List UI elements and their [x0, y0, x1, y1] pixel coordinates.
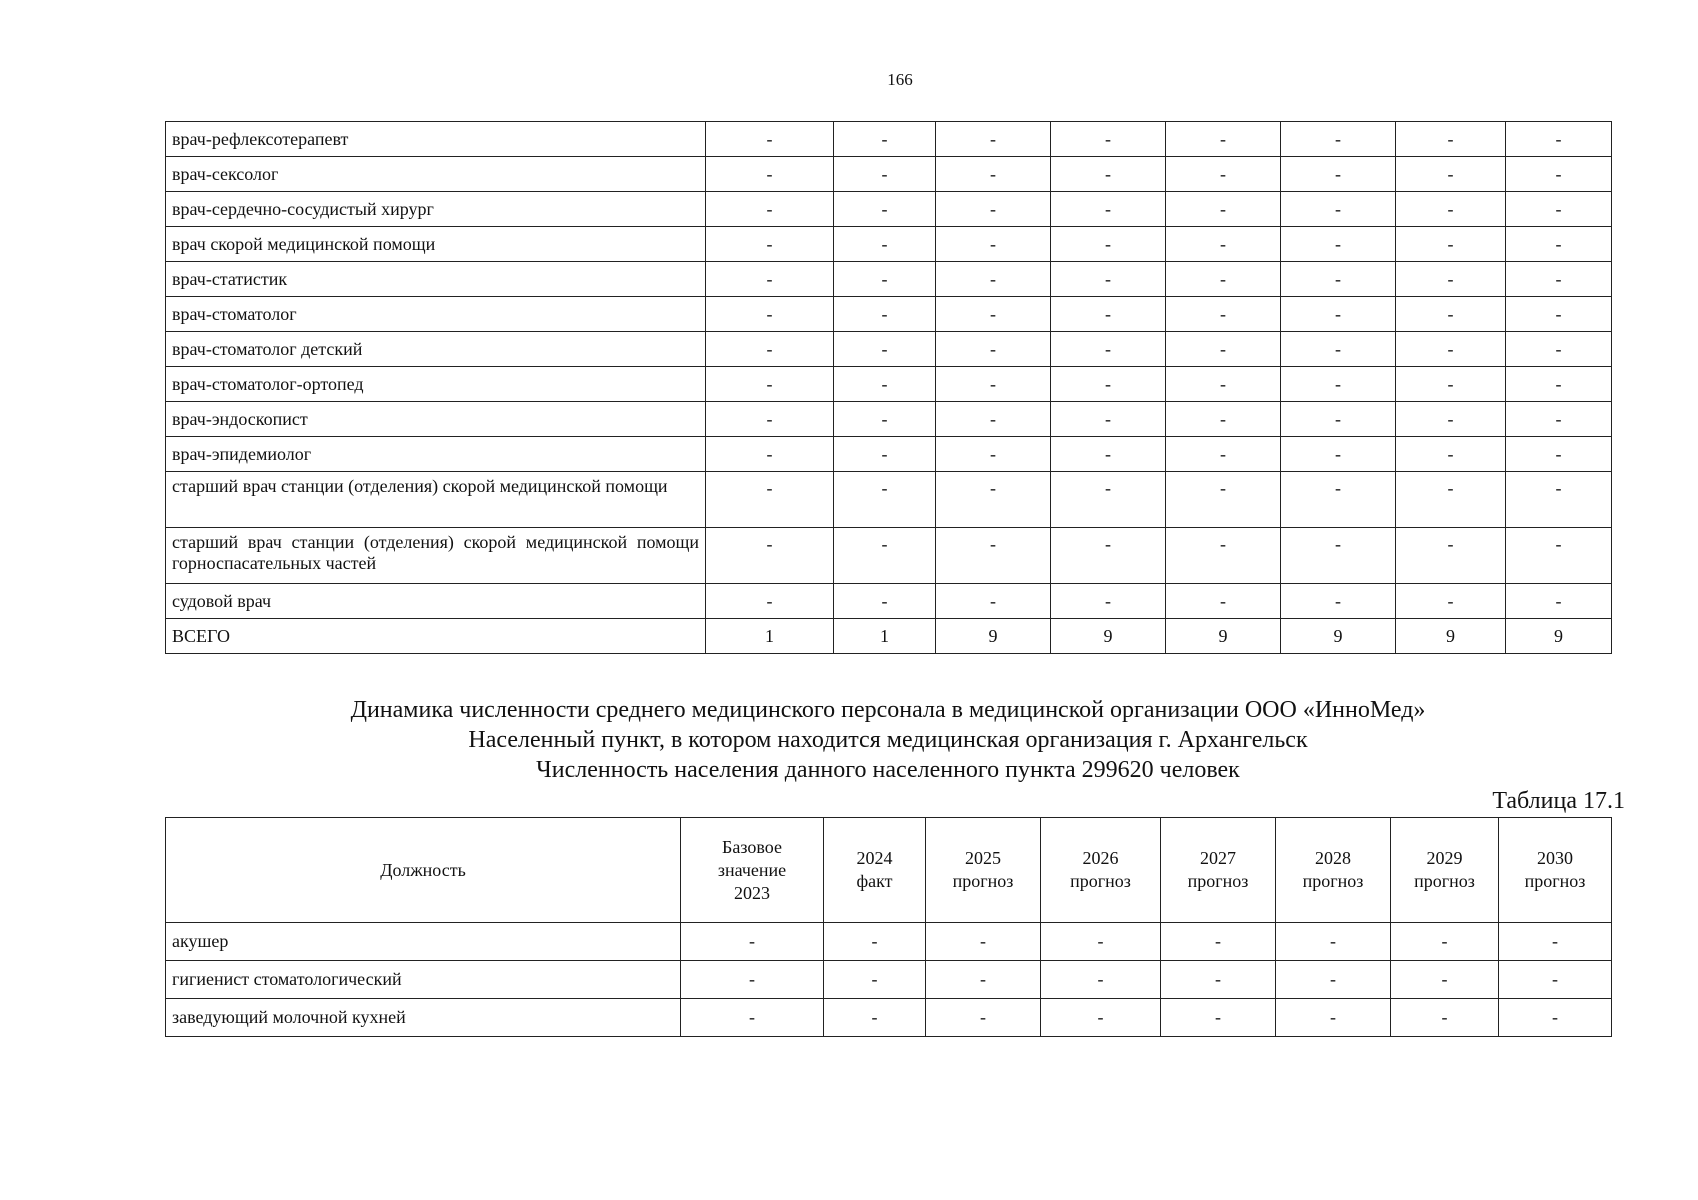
value-cell: -: [1391, 961, 1499, 999]
value-cell: -: [1051, 528, 1166, 584]
column-header-text: 2027: [1200, 848, 1236, 868]
column-header-text: 2030: [1537, 848, 1573, 868]
table-row: [166, 227, 1612, 262]
column-header-text: факт: [856, 871, 893, 891]
value-cell: -: [706, 157, 834, 192]
column-header-text: 2024: [856, 848, 893, 868]
value-cell: -: [1396, 262, 1506, 297]
value-cell: -: [1396, 227, 1506, 262]
value-cell: -: [1161, 923, 1276, 961]
value-cell: -: [1396, 367, 1506, 402]
value-cell: -: [1166, 297, 1281, 332]
column-header: [1276, 818, 1391, 923]
value-cell: -: [1281, 367, 1396, 402]
value-cell: -: [1396, 437, 1506, 472]
value-cell: -: [681, 961, 824, 999]
value-cell: -: [1396, 332, 1506, 367]
value-cell: -: [1166, 122, 1281, 157]
value-cell: -: [936, 402, 1051, 437]
column-header-text: прогноз: [1524, 871, 1586, 891]
value-cell: 9: [1281, 619, 1396, 654]
value-cell: -: [1051, 297, 1166, 332]
table-row: [166, 923, 1612, 961]
value-cell: 9: [1051, 619, 1166, 654]
table-row: [166, 402, 1612, 437]
value-cell: -: [926, 923, 1041, 961]
value-cell: -: [1281, 402, 1396, 437]
position-name-cell: судовой врач: [166, 584, 706, 619]
value-cell: -: [834, 528, 936, 584]
value-cell: -: [1506, 192, 1612, 227]
value-cell: -: [824, 999, 926, 1037]
value-cell: -: [1276, 923, 1391, 961]
value-cell: -: [1396, 157, 1506, 192]
physicians-table: [165, 121, 1612, 654]
value-cell: -: [1281, 157, 1396, 192]
value-cell: -: [1396, 122, 1506, 157]
value-cell: -: [1051, 227, 1166, 262]
value-cell: -: [1506, 332, 1612, 367]
table-row: [166, 297, 1612, 332]
column-header-text: 2029: [1426, 848, 1463, 868]
value-cell: -: [936, 472, 1051, 528]
value-cell: -: [1166, 367, 1281, 402]
value-cell: -: [1281, 584, 1396, 619]
value-cell: -: [1499, 999, 1612, 1037]
position-name-cell: врач-рефлексотерапевт: [166, 122, 706, 157]
value-cell: -: [936, 297, 1051, 332]
position-name-cell: врач-стоматолог-ортопед: [166, 367, 706, 402]
value-cell: -: [706, 437, 834, 472]
value-cell: -: [834, 297, 936, 332]
value-cell: -: [834, 367, 936, 402]
value-cell: -: [1396, 297, 1506, 332]
value-cell: -: [1051, 472, 1166, 528]
value-cell: -: [1499, 961, 1612, 999]
column-header-text: прогноз: [1414, 871, 1475, 891]
value-cell: -: [1051, 402, 1166, 437]
value-cell: -: [824, 923, 926, 961]
value-cell: -: [1281, 437, 1396, 472]
value-cell: -: [1506, 437, 1612, 472]
value-cell: -: [1166, 157, 1281, 192]
value-cell: 9: [1166, 619, 1281, 654]
position-name-cell: врач-эндоскопист: [166, 402, 706, 437]
value-cell: -: [1281, 472, 1396, 528]
value-cell: -: [1506, 262, 1612, 297]
value-cell: -: [706, 227, 834, 262]
value-cell: -: [1506, 402, 1612, 437]
column-header: [1161, 818, 1276, 923]
column-header-text: 2028: [1315, 848, 1351, 868]
value-cell: 1: [834, 619, 936, 654]
table-row: [166, 619, 1612, 654]
value-cell: -: [681, 999, 824, 1037]
value-cell: -: [1506, 367, 1612, 402]
table-row: [166, 961, 1612, 999]
value-cell: -: [1281, 297, 1396, 332]
column-header: [1041, 818, 1161, 923]
table-row: [166, 367, 1612, 402]
title-line-3: Численность населения данного населенного пункта 299620 человек: [536, 757, 1240, 783]
column-header: [166, 818, 681, 923]
value-cell: -: [706, 332, 834, 367]
column-header: [1499, 818, 1612, 923]
position-name-cell: врач-сексолог: [166, 157, 706, 192]
title-line-1: Динамика численности среднего медицинского персонала в медицинской организации ООО «ИнноМед»: [350, 697, 1426, 723]
table-row: [166, 262, 1612, 297]
value-cell: -: [706, 472, 834, 528]
value-cell: -: [1051, 262, 1166, 297]
table-label: Таблица 17.1: [1492, 788, 1625, 814]
value-cell: -: [706, 192, 834, 227]
value-cell: -: [936, 122, 1051, 157]
value-cell: -: [1506, 122, 1612, 157]
position-name-cell: врач-эпидемиолог: [166, 437, 706, 472]
value-cell: -: [1166, 584, 1281, 619]
column-header: [926, 818, 1041, 923]
column-header-text: 2026: [1082, 848, 1119, 868]
value-cell: -: [834, 332, 936, 367]
value-cell: -: [1051, 332, 1166, 367]
value-cell: 1: [706, 619, 834, 654]
value-cell: -: [1166, 227, 1281, 262]
value-cell: -: [926, 961, 1041, 999]
value-cell: -: [1166, 192, 1281, 227]
page-number: 166: [887, 70, 913, 89]
value-cell: -: [1051, 437, 1166, 472]
value-cell: -: [936, 437, 1051, 472]
value-cell: -: [834, 122, 936, 157]
value-cell: -: [1281, 227, 1396, 262]
title-line-2: Населенный пункт, в котором находится медицинская организация г. Архангельск: [468, 727, 1308, 753]
column-header: [824, 818, 926, 923]
value-cell: -: [1396, 402, 1506, 437]
value-cell: -: [706, 262, 834, 297]
value-cell: -: [1396, 472, 1506, 528]
column-header-text: значение: [717, 859, 787, 880]
table-row: [166, 192, 1612, 227]
value-cell: -: [1506, 297, 1612, 332]
table-row: [166, 332, 1612, 367]
position-name-cell: врач-сердечно-сосудистый хирург: [166, 192, 706, 227]
value-cell: -: [1051, 367, 1166, 402]
column-header-text: 2023: [734, 882, 770, 903]
value-cell: -: [936, 262, 1051, 297]
value-cell: -: [1396, 528, 1506, 584]
value-cell: -: [1391, 999, 1499, 1037]
value-cell: -: [1041, 961, 1161, 999]
value-cell: -: [1506, 528, 1612, 584]
table-row: [166, 999, 1612, 1037]
column-header-text: прогноз: [1302, 871, 1364, 891]
value-cell: -: [1281, 262, 1396, 297]
value-cell: -: [1506, 157, 1612, 192]
column-header: [1391, 818, 1499, 923]
value-cell: -: [1051, 584, 1166, 619]
value-cell: -: [834, 157, 936, 192]
value-cell: -: [1396, 584, 1506, 619]
value-cell: -: [936, 332, 1051, 367]
position-name-cell: заведующий молочной кухней: [166, 999, 681, 1037]
value-cell: -: [1506, 227, 1612, 262]
value-cell: -: [1281, 332, 1396, 367]
value-cell: -: [1391, 923, 1499, 961]
table-row: [166, 528, 1612, 584]
value-cell: -: [1166, 437, 1281, 472]
value-cell: -: [1041, 999, 1161, 1037]
table-row: [166, 437, 1612, 472]
value-cell: -: [706, 528, 834, 584]
value-cell: -: [936, 227, 1051, 262]
value-cell: -: [1051, 122, 1166, 157]
column-header-text: 2025: [965, 848, 1001, 868]
table-row: [166, 472, 1612, 528]
table-row: [166, 157, 1612, 192]
column-header-text: прогноз: [1070, 871, 1131, 891]
value-cell: -: [1276, 999, 1391, 1037]
value-cell: -: [706, 297, 834, 332]
value-cell: 9: [1506, 619, 1612, 654]
value-cell: -: [1166, 472, 1281, 528]
value-cell: -: [1506, 472, 1612, 528]
value-cell: -: [1051, 192, 1166, 227]
table-header-row: [166, 818, 1612, 923]
value-cell: -: [926, 999, 1041, 1037]
table-row: [166, 122, 1612, 157]
value-cell: -: [1041, 923, 1161, 961]
column-header-text: Должность: [380, 859, 466, 880]
column-header-text: прогноз: [1187, 871, 1249, 891]
value-cell: -: [706, 122, 834, 157]
value-cell: -: [681, 923, 824, 961]
value-cell: -: [706, 402, 834, 437]
table-row: [166, 584, 1612, 619]
value-cell: -: [706, 584, 834, 619]
value-cell: -: [1051, 157, 1166, 192]
value-cell: -: [1161, 999, 1276, 1037]
value-cell: -: [936, 192, 1051, 227]
value-cell: -: [1396, 192, 1506, 227]
column-header: [681, 818, 824, 923]
value-cell: -: [936, 584, 1051, 619]
value-cell: -: [1281, 528, 1396, 584]
value-cell: -: [1281, 122, 1396, 157]
value-cell: -: [834, 472, 936, 528]
position-name-cell: врач скорой медицинской помощи: [166, 227, 706, 262]
value-cell: -: [1499, 923, 1612, 961]
position-name-cell: акушер: [166, 923, 681, 961]
value-cell: -: [834, 402, 936, 437]
nurses-table: [165, 817, 1612, 1037]
value-cell: -: [834, 227, 936, 262]
value-cell: -: [834, 584, 936, 619]
position-name-cell: врач-статистик: [166, 262, 706, 297]
value-cell: -: [824, 961, 926, 999]
value-cell: 9: [936, 619, 1051, 654]
value-cell: -: [1276, 961, 1391, 999]
value-cell: -: [1161, 961, 1276, 999]
value-cell: -: [936, 157, 1051, 192]
value-cell: -: [834, 262, 936, 297]
position-name-cell: врач-стоматолог детский: [166, 332, 706, 367]
value-cell: -: [834, 437, 936, 472]
value-cell: -: [834, 192, 936, 227]
position-name-cell: врач-стоматолог: [166, 297, 706, 332]
section-title: [165, 695, 1611, 785]
column-header-text: Базовое: [722, 836, 782, 857]
value-cell: -: [706, 367, 834, 402]
position-name-cell: гигиенист стоматологический: [166, 961, 681, 999]
value-cell: -: [936, 528, 1051, 584]
value-cell: -: [1281, 192, 1396, 227]
position-name-cell: ВСЕГО: [166, 619, 706, 654]
value-cell: 9: [1396, 619, 1506, 654]
value-cell: -: [936, 367, 1051, 402]
value-cell: -: [1166, 528, 1281, 584]
value-cell: -: [1166, 332, 1281, 367]
position-name-cell: старший врач станции (отделения) скорой медицинской помощи: [166, 472, 706, 528]
column-header-text: прогноз: [952, 871, 1014, 891]
position-name-cell: старший врач станции (отделения) скорой медицинской помощи горноспасательных частей: [166, 528, 706, 584]
value-cell: -: [1166, 262, 1281, 297]
value-cell: -: [1166, 402, 1281, 437]
value-cell: -: [1506, 584, 1612, 619]
